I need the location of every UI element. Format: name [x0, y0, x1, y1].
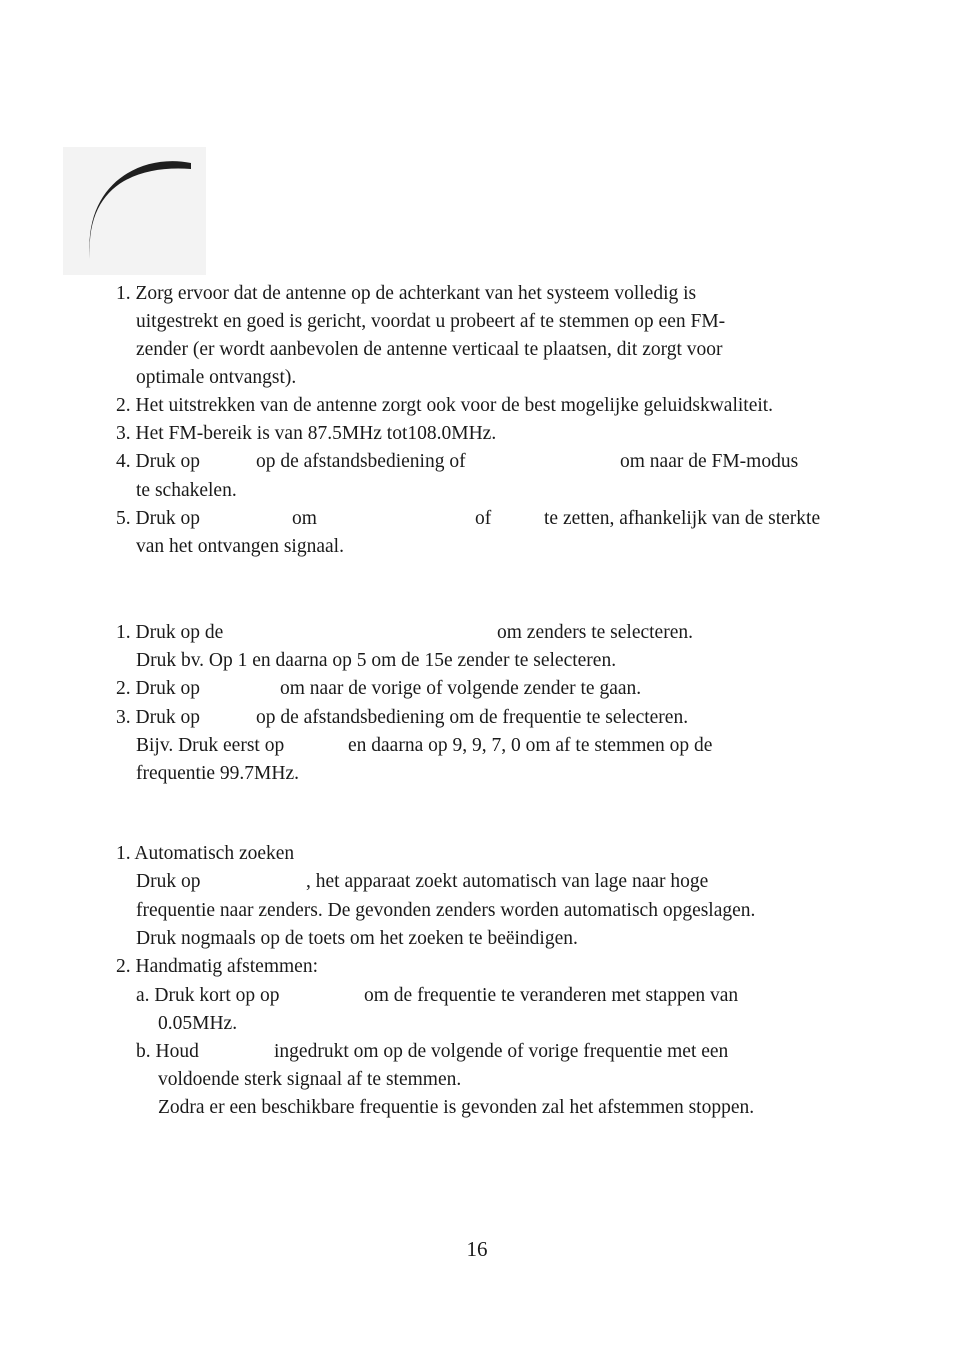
- fm-intro-fragment: op de afstandsbediening of: [256, 451, 466, 472]
- page-number: 16: [466, 1237, 488, 1261]
- tuning-fragment: a. Druk kort op op: [136, 985, 280, 1006]
- tuning-line: 0.05MHz.: [158, 1013, 238, 1034]
- select-fragment: Bijv. Druk eerst op: [136, 735, 285, 756]
- fm-intro-line: 3. Het FM-bereik is van 87.5MHz tot108.0MHz.: [116, 423, 497, 444]
- tuning-line: 1. Automatisch zoeken: [116, 843, 295, 864]
- fm-intro-line: uitgestrekt en goed is gericht, voordat u probeert af te stemmen op een FM-: [136, 311, 726, 332]
- fm-intro-line: 2. Het uitstrekken van de antenne zorgt ook voor de best mogelijke geluidskwaliteit.: [116, 395, 774, 416]
- select-fragment: 2. Druk op: [116, 678, 200, 699]
- fm-intro-fragment: om: [292, 508, 317, 529]
- select-fragment: en daarna op 9, 9, 7, 0 om af te stemmen op de: [348, 735, 713, 756]
- select-fragment: 3. Druk op: [116, 707, 200, 728]
- tuning-line: 2. Handmatig afstemmen:: [116, 956, 318, 977]
- fm-intro-fragment: om naar de FM-modus: [620, 451, 799, 472]
- tuning-fragment: b. Houd: [136, 1041, 199, 1062]
- select-fragment: op de afstandsbediening om de frequentie te selecteren.: [256, 707, 689, 728]
- fm-intro-fragment: of: [475, 508, 492, 529]
- tuning-line: frequentie naar zenders. De gevonden zenders worden automatisch opgeslagen.: [136, 900, 756, 921]
- section-logo: [63, 147, 206, 275]
- select-line: Druk bv. Op 1 en daarna op 5 om de 15e zender te selecteren.: [136, 650, 617, 671]
- fm-intro-line: van het ontvangen signaal.: [136, 536, 344, 557]
- fm-intro-line: optimale ontvangst).: [136, 367, 297, 388]
- fm-intro-line: 1. Zorg ervoor dat de antenne op de achterkant van het systeem volledig is: [116, 283, 697, 304]
- fm-intro-fragment: 4. Druk op: [116, 451, 200, 472]
- tuning-line: voldoende sterk signaal af te stemmen.: [158, 1069, 462, 1090]
- tuning-fragment: Druk op: [136, 871, 201, 892]
- fm-intro-line: te schakelen.: [136, 480, 237, 501]
- fm-intro-fragment: te zetten, afhankelijk van de sterkte: [544, 508, 821, 529]
- tuning-fragment: ingedrukt om op de volgende of vorige frequentie met een: [274, 1041, 729, 1062]
- select-fragment: om naar de vorige of volgende zender te gaan.: [280, 678, 642, 699]
- select-fragment: 1. Druk op de: [116, 622, 224, 643]
- fm-intro-line: zender (er wordt aanbevolen de antenne verticaal te plaatsen, dit zorgt voor: [136, 339, 723, 360]
- select-fragment: om zenders te selecteren.: [497, 622, 693, 643]
- tuning-fragment: , het apparaat zoekt automatisch van lage naar hoge: [306, 871, 709, 892]
- select-line: frequentie 99.7MHz.: [136, 763, 299, 784]
- fm-intro-fragment: 5. Druk op: [116, 508, 200, 529]
- tuning-line: Druk nogmaals op de toets om het zoeken te beëindigen.: [136, 928, 578, 949]
- tuning-line: Zodra er een beschikbare frequentie is gevonden zal het afstemmen stoppen.: [158, 1097, 755, 1118]
- tuning-fragment: om de frequentie te veranderen met stappen van: [364, 985, 739, 1006]
- crescent-arc-icon: [63, 147, 206, 275]
